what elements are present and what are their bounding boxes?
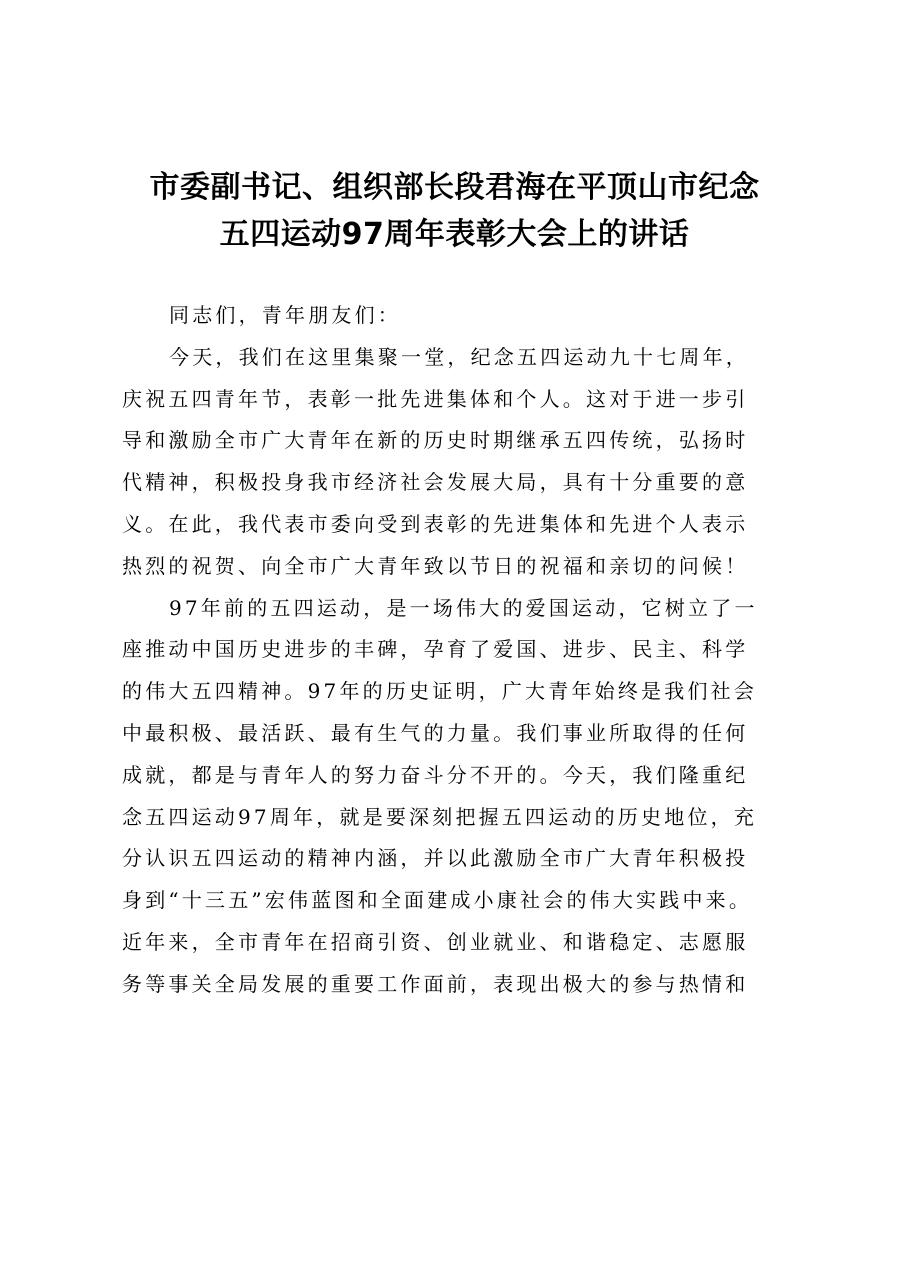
body-line: 务等事关全局发展的重要工作面前，表现出极大的参与热情和 bbox=[122, 971, 749, 996]
document-title bbox=[100, 164, 809, 258]
body-line: 热烈的祝贺、向全市广大青年致以节日的祝福和亲切的问候！ bbox=[122, 553, 749, 578]
body-line: 中最积极、最活跃、最有生气的力量。我们事业所取得的任何 bbox=[122, 720, 749, 745]
body-line: 成就，都是与青年人的努力奋斗分不开的。今天，我们隆重纪 bbox=[122, 762, 749, 787]
body-line: 近年来，全市青年在招商引资、创业就业、和谐稳定、志愿服 bbox=[122, 929, 749, 954]
body-line: 的伟大五四精神。97年的历史证明，广大青年始终是我们社会 bbox=[122, 679, 758, 704]
title-line-1: 市委副书记、组织部长段君海在平顶山市纪念 bbox=[149, 170, 760, 205]
body-line: 身到“十三五”宏伟蓝图和全面建成小康社会的伟大实践中来。 bbox=[122, 888, 753, 913]
body-line: 导和激励全市广大青年在新的历史时期继承五四传统，弘扬时 bbox=[122, 428, 749, 453]
salutation: 同志们，青年朋友们： bbox=[169, 303, 401, 327]
body-line: 座推动中国历史进步的丰碑，孕育了爱国、进步、民主、科学 bbox=[122, 637, 749, 662]
body-line: 义。在此，我代表市委向受到表彰的先进集体和先进个人表示 bbox=[122, 511, 749, 536]
document-body bbox=[122, 295, 812, 1006]
body-line: 念五四运动97周年，就是要深刻把握五四运动的历史地位，充 bbox=[122, 804, 758, 829]
body-line: 97年前的五四运动，是一场伟大的爱国运动，它树立了一 bbox=[169, 595, 758, 620]
body-line: 今天，我们在这里集聚一堂，纪念五四运动九十七周年， bbox=[169, 344, 749, 369]
body-line: 分认识五四运动的精神内涵，并以此激励全市广大青年积极投 bbox=[122, 846, 749, 871]
body-line: 代精神，积极投身我市经济社会发展大局，具有十分重要的意 bbox=[122, 470, 749, 495]
body-line: 庆祝五四青年节，表彰一批先进集体和个人。这对于进一步引 bbox=[122, 386, 749, 411]
title-line-2: 五四运动97周年表彰大会上的讲话 bbox=[219, 217, 690, 252]
